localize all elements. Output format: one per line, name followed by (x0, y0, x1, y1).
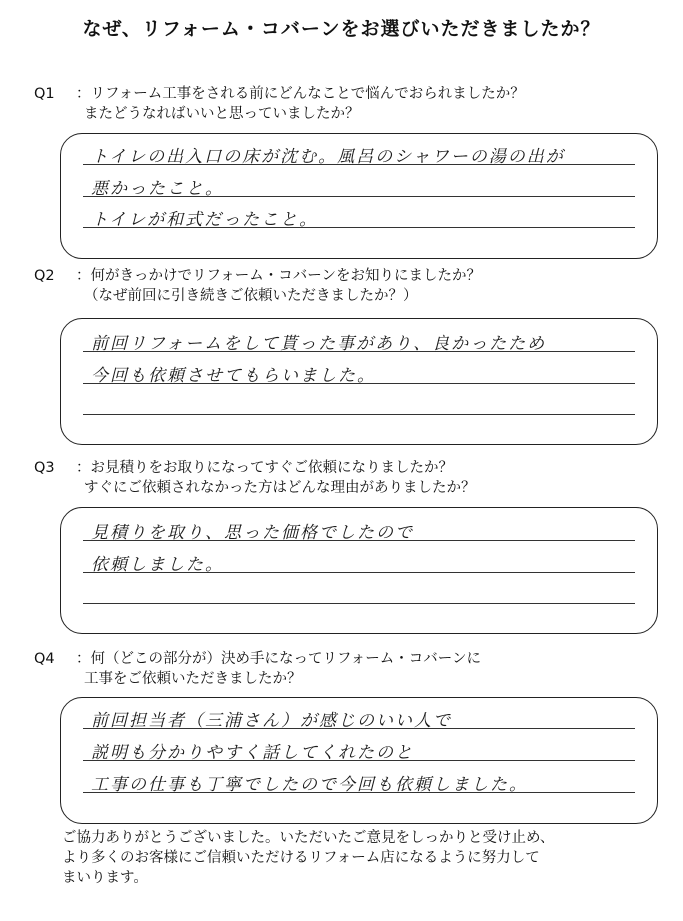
question-text: ：何（どこの部分が）決め手になってリフォーム・コバーンに (76, 651, 481, 667)
answer-box-4 (60, 697, 658, 824)
question-number: Q2 (34, 268, 55, 284)
question-text-2: すぐにご依頼されなかった方はどんな理由がありましたか？ (84, 480, 476, 496)
question-text-2: 工事をご依頼いただきましたか？ (84, 671, 302, 687)
closing-line-1: ご協力ありがとうございました。いただいたご意見をしっかりと受け止め、 (62, 830, 555, 846)
page-title: なぜ、リフォーム・コバーンをお選びいただきましたか？ (82, 18, 601, 40)
question-number: Q3 (34, 460, 55, 476)
question-number: Q1 (34, 86, 55, 102)
closing-line-3: まいります。 (62, 870, 148, 886)
answer-line: 前回担当者（三浦さん）が感じのいい人で (91, 711, 452, 731)
answer-line: トイレの出入口の床が沈む。風呂のシャワーの湯の出が (91, 147, 565, 167)
answer-line: 説明も分かりやすく話してくれたのと (91, 743, 414, 763)
answer-line: トイレが和式だったこと。 (91, 210, 319, 230)
question-number: Q4 (34, 651, 55, 667)
answer-line: 依頼しました。 (91, 555, 224, 575)
closing-message (62, 828, 554, 888)
question-text-2: （なぜ前回に引き続きご依頼いただきましたか？） (84, 288, 418, 304)
question-2 (34, 266, 481, 306)
question-3 (34, 458, 476, 498)
answer-line: 見積りを取り、思った価格でしたので (91, 523, 414, 543)
answer-line: 前回リフォームをして貰った事があり、良かったため (91, 334, 547, 354)
question-text: ：何がきっかけでリフォーム・コバーンをお知りにましたか？ (76, 268, 481, 284)
answer-line: 悪かったこと。 (91, 179, 224, 199)
question-text: ：お見積りをお取りになってすぐご依頼になりましたか？ (76, 460, 453, 476)
closing-line-2: より多くのお客様にご信頼いただけるリフォーム店になるように努力して (62, 850, 540, 866)
answer-box-1 (60, 133, 658, 259)
answer-line: 工事の仕事も丁寧でしたので今回も依頼しました。 (91, 775, 528, 795)
question-1 (34, 84, 525, 124)
answer-box-3 (60, 507, 658, 634)
question-text: ：リフォーム工事をされる前にどんなことで悩んでおられましたか？ (76, 86, 525, 102)
answer-line: 今回も依頼させてもらいました。 (91, 366, 376, 386)
answer-box-2 (60, 318, 658, 445)
question-4 (34, 649, 481, 689)
question-text-2: またどうなればいいと思っていましたか？ (84, 106, 360, 122)
